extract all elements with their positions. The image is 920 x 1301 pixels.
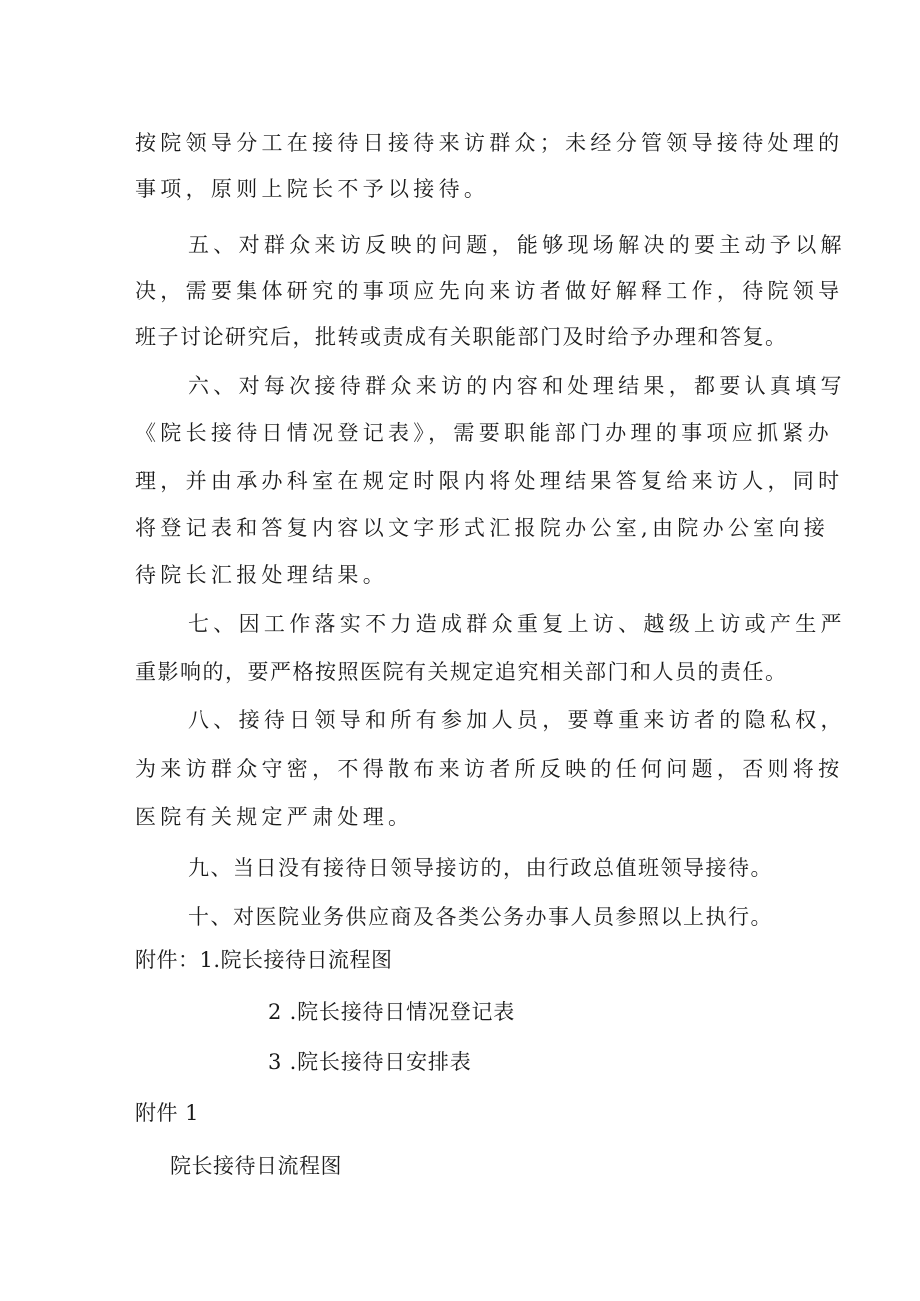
attachment-item: 3 .院长接待日安排表 bbox=[268, 1050, 472, 1074]
paragraph-line: 六、对每次接待群众来访的内容和处理结果，都要认真填写 bbox=[188, 374, 846, 398]
paragraph-line: 按院领导分工在接待日接待来访群众；未经分管领导接待处理的 bbox=[135, 131, 844, 155]
paragraph-line: 八、接待日领导和所有参加人员，要尊重来访者的隐私权， bbox=[188, 708, 846, 732]
paragraph-line: 九、当日没有接待日领导接访的，由行政总值班领导接待。 bbox=[188, 856, 773, 880]
paragraph-line: 《院长接待日情况登记表》，需要职能部门办理的事项应抓紧办 bbox=[135, 421, 833, 445]
paragraph-line: 重影响的，要严格按照医院有关规定追究相关部门和人员的责任。 bbox=[135, 660, 788, 684]
paragraph-line: 医院有关规定严肃处理。 bbox=[135, 805, 414, 829]
paragraph-line: 决，需要集体研究的事项应先向来访者做好解释工作，待院领导 bbox=[135, 279, 844, 303]
paragraph-line: 理，并由承办科室在规定时限内将处理结果答复给来访人，同时 bbox=[135, 469, 844, 493]
paragraph-line: 五、对群众来访反映的问题，能够现场解决的要主动予以解 bbox=[188, 233, 846, 257]
paragraph-line: 七、因工作落实不力造成群众重复上访、越级上访或产生严 bbox=[188, 612, 846, 636]
attachments-heading: 附件：1.院长接待日流程图 bbox=[135, 948, 393, 972]
paragraph-line: 事项，原则上院长不予以接待。 bbox=[135, 177, 490, 201]
paragraph-line: 班子讨论研究后，批转或责成有关职能部门及时给予办理和答复。 bbox=[135, 325, 788, 349]
appendix-title: 院长接待日流程图 bbox=[170, 1154, 342, 1178]
paragraph-line: 为来访群众守密，不得散布来访者所反映的任何问题，否则将按 bbox=[135, 757, 844, 781]
appendix-label: 附件 1 bbox=[135, 1101, 200, 1125]
attachment-item: 2 .院长接待日情况登记表 bbox=[268, 1000, 516, 1024]
paragraph-line: 十、对医院业务供应商及各类公务办事人员参照以上执行。 bbox=[188, 905, 773, 929]
paragraph-line: 将登记表和答复内容以文字形式汇报院办公室,由院办公室向接 bbox=[135, 516, 830, 540]
paragraph-line: 待院长汇报处理结果。 bbox=[135, 563, 388, 587]
